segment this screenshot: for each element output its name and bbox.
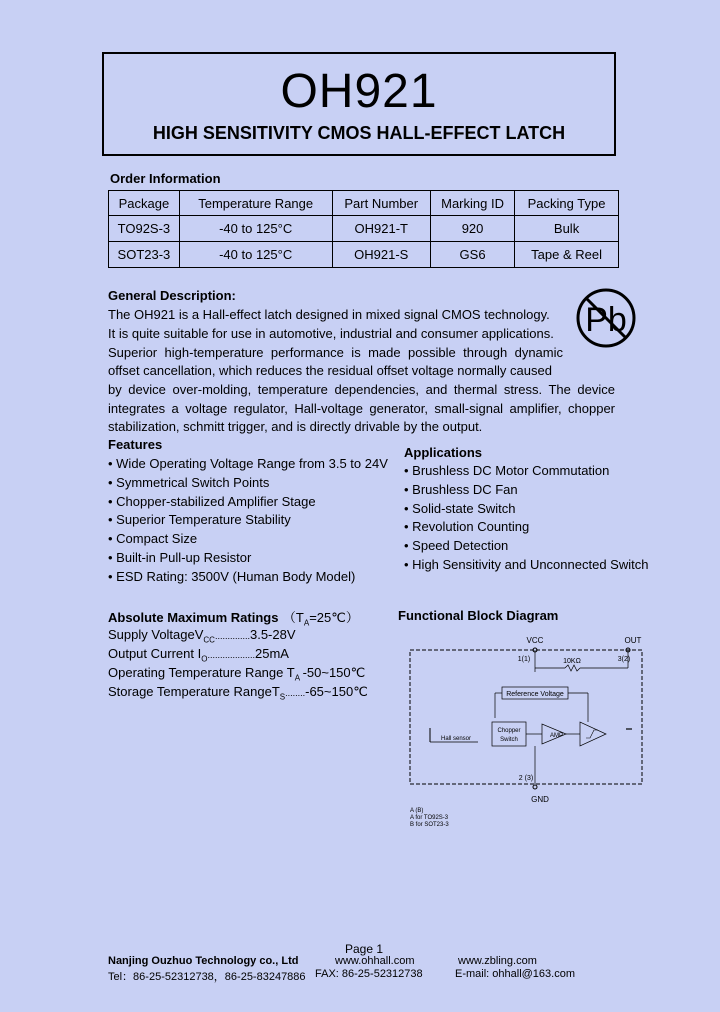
footer-tel: Tel：86-25-52312738，86-25-83247886 — [108, 971, 306, 983]
list-item: • Speed Detection — [404, 538, 509, 554]
list-item: • Brushless DC Motor Commutation — [404, 463, 610, 478]
table-cell: -40 to 125°C — [179, 242, 332, 268]
pb-free-logo — [574, 286, 638, 350]
table-cell: OH921-T — [332, 216, 430, 242]
chopper-label: Chopper — [497, 728, 521, 734]
switch-label: Switch — [500, 737, 518, 743]
table-cell: SOT23-3 — [109, 242, 180, 268]
list-item: • High Sensitivity and Unconnected Switch — [404, 556, 649, 572]
ratings-heading: Absolute Maximum Ratings — [108, 610, 279, 625]
vcc-pin-number: 1(1) — [517, 656, 531, 663]
title-box — [102, 52, 616, 156]
description-line: Superior high-temperature performance is made possible through dynamic — [108, 345, 563, 360]
gnd-label: GND — [531, 795, 549, 804]
list-item: • Revolution Counting — [404, 519, 530, 535]
table-cell: -40 to 125°C — [179, 216, 332, 242]
col-marking: Marking ID — [430, 191, 514, 216]
list-item: • Superior Temperature Stability — [108, 512, 291, 528]
out-label: OUT — [624, 636, 642, 645]
order-heading: Order Information — [110, 171, 221, 186]
rating-row: Operating Temperature Range $T_A$ -50~150℃ — [108, 665, 366, 683]
rating-row: Supply VoltageV$_{CC}$..............3.5-28V — [108, 627, 296, 645]
resistor-label: 10KΩ — [563, 658, 581, 665]
table-cell: Bulk — [515, 216, 619, 242]
list-item: • Compact Size — [108, 531, 198, 547]
col-packing: Packing Type — [515, 191, 619, 216]
description-heading: General Description: — [108, 288, 236, 303]
out-pin-number: 3(2) — [617, 656, 631, 663]
table-header-row — [109, 191, 619, 216]
page-subtitle: HIGH SENSITIVITY CMOS HALL-EFFECT LATCH — [152, 123, 566, 143]
gnd-pin — [533, 785, 537, 789]
description-line: offset cancellation, which reduces the residual offset voltage normally caused — [108, 363, 552, 378]
vcc-label: VCC — [526, 636, 544, 645]
description-line: integrates a voltage regulator, Hall-voltage generator, small-signal amplifier, chopper — [108, 401, 615, 416]
ic-boundary — [410, 650, 642, 784]
rating-row: Output Current $I_O...................25mA$ — [108, 646, 289, 664]
amp-label: AMP — [550, 733, 564, 739]
list-item: • Chopper-stabilized Amplifier Stage — [108, 493, 316, 509]
gnd-pin-number: 2 (3) — [518, 775, 534, 782]
list-item: • Built-in Pull-up Resistor — [108, 549, 252, 565]
table-cell: TO92S-3 — [109, 216, 180, 242]
description-line: stabilization, schmitt trigger, and is directly drivable by the output. — [108, 419, 483, 434]
page-number: Page 1 — [345, 942, 384, 956]
schmitt-trigger-symbol — [580, 722, 606, 746]
list-item: • Symmetrical Switch Points — [108, 474, 270, 490]
footer-web-ohhall[interactable]: www.ohhall.com — [335, 955, 415, 967]
col-part: Part Number — [332, 191, 430, 216]
applications-heading: Applications — [404, 445, 483, 460]
resistor-symbol — [565, 665, 580, 671]
table-cell: GS6 — [430, 242, 514, 268]
table-row — [109, 216, 619, 242]
hysteresis-icon — [586, 730, 598, 738]
block-diagram — [400, 632, 660, 832]
footer-company: Nanjing Ouzhuo Technology co., Ltd — [108, 955, 299, 967]
footer-email[interactable]: E-mail: ohhall@163.com — [455, 968, 575, 980]
pb-text: Pb — [585, 301, 627, 339]
list-item: • ESD Rating: 3500V (Human Body Model) — [108, 568, 356, 584]
footer-fax: FAX: 86-25-52312738 — [315, 968, 423, 980]
features-heading: Features — [108, 437, 163, 452]
rating-row: Storage Temperature RangeT$_S$........-65~150℃ — [108, 684, 368, 702]
table-cell: Tape & Reel — [515, 242, 619, 268]
list-item: • Wide Operating Voltage Range from 3.5 to 24V — [108, 456, 388, 471]
description-line: The OH921 is a Hall-effect latch designed in mixed signal CMOS technology. — [108, 307, 550, 322]
hall-sensor-label: Hall sensor — [440, 736, 472, 742]
description-line: It is quite suitable for use in automotive, industrial and consumer applications. — [108, 326, 554, 341]
features-list — [108, 455, 388, 587]
diagram-note: B for SOT23-3 — [410, 822, 449, 828]
list-item: • Solid-state Switch — [404, 500, 516, 516]
table-row — [109, 242, 619, 268]
reference-voltage-label: Reference Voltage — [506, 691, 564, 698]
table-cell: OH921-S — [332, 242, 430, 268]
applications-list — [404, 462, 648, 575]
ratings-condition: $(T_A=25℃)$ — [282, 610, 359, 628]
col-temp: Temperature Range — [179, 191, 332, 216]
col-package: Package — [109, 191, 180, 216]
block-diagram-heading: Functional Block Diagram — [398, 608, 559, 623]
footer-web-zbling[interactable]: www.zbling.com — [458, 955, 537, 967]
list-item: • Brushless DC Fan — [404, 481, 518, 497]
diagram-note: A (B) — [410, 808, 424, 814]
page-title: OH921 — [280, 65, 438, 118]
order-table — [108, 190, 619, 268]
diagram-note: A for TO92S-3 — [410, 815, 449, 821]
table-cell: 920 — [430, 216, 514, 242]
description-line: by device over-molding, temperature dependencies, and thermal stress. The device — [108, 382, 615, 397]
